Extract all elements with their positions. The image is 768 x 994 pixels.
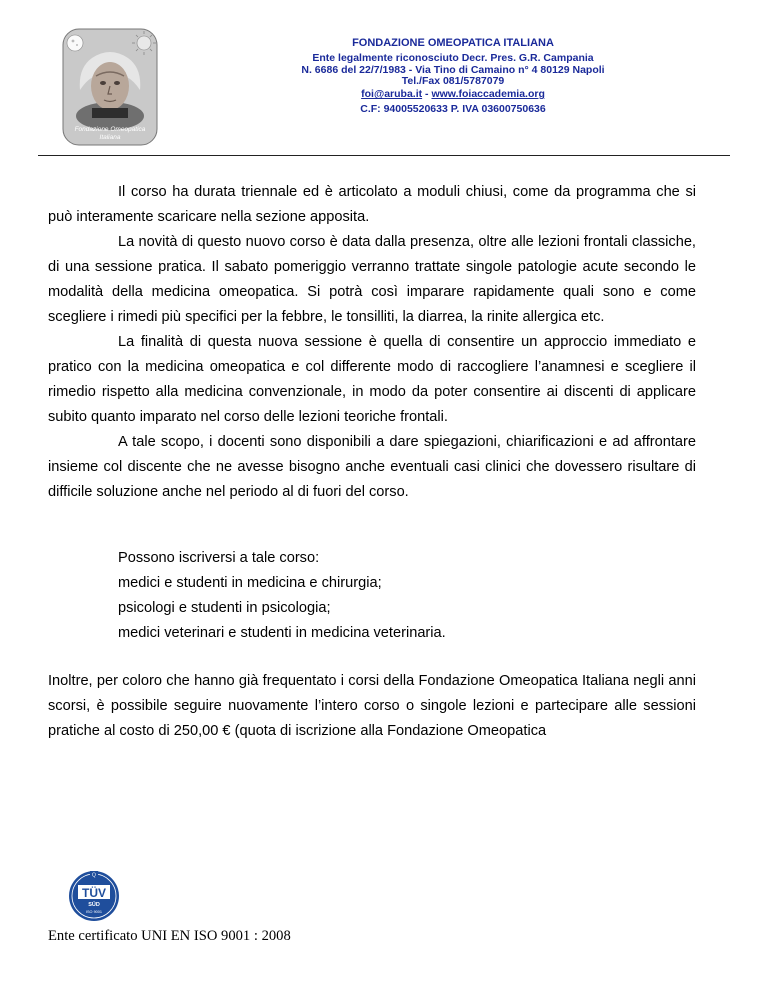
logo-caption-line2: Italiana xyxy=(99,134,121,141)
certification-footer: Ente certificato UNI EN ISO 9001 : 2008 xyxy=(48,928,291,944)
paragraph-previous-students: Inoltre, per coloro che hanno già frequentato i corsi della Fondazione Omeopatica Italiana negli anni scorsi, è possibile seguire nuovamente l’intero corso o singole lezioni e partecipare alle sessioni pratiche al costo di 250,00 € (quota di iscrizione alla Fondazione Omeopatica xyxy=(48,673,696,739)
contact-separator: - xyxy=(422,88,432,101)
list-item: medici e studenti in medicina e chirurgia; xyxy=(118,575,382,591)
org-name: FONDAZIONE OMEOPATICA ITALIANA xyxy=(352,37,554,49)
svg-text:Q: Q xyxy=(92,872,96,879)
closing-section xyxy=(48,669,696,744)
eligibility-intro: Possono iscriversi a tale corso: xyxy=(118,550,320,566)
paragraph-purpose: La finalità di questa nuova sessione è quella di consentire un approccio immediato e pratico con la medicina omeopatica e col differente modo di raccogliere l’anamnesi e scegliere il rimedio rispetto alla medicina convenzionale, in modo da poter consentire ai discenti di applicare subito quanto imparato nel corso delle lezioni teoriche frontali. xyxy=(48,334,696,425)
badge-iso: ISO 9001 xyxy=(85,910,103,914)
badge-subtext: SÜD xyxy=(88,902,100,908)
contact-links xyxy=(268,87,638,102)
phone-fax: Tel./Fax 081/5787079 xyxy=(401,75,505,88)
legal-recognition: Ente legalmente riconosciuto Decr. Pres. G.R. Campania xyxy=(312,51,594,64)
address: N. 6686 del 22/7/1983 - Via Tino di Camaino n° 4 80129 Napoli xyxy=(301,64,605,77)
paragraph-duration: Il corso ha durata triennale ed è articolato a moduli chiusi, come da programma che si può interamente scaricare nella sezione apposita. xyxy=(48,184,696,225)
letterhead xyxy=(268,36,638,116)
badge-text: TÜV xyxy=(82,886,106,900)
list-item: medici veterinari e studenti in medicina veterinaria. xyxy=(118,625,446,641)
header-divider xyxy=(38,155,730,156)
tax-ids: C.F: 94005520633 P. IVA 03600750636 xyxy=(360,102,546,115)
eligibility-list xyxy=(118,546,718,646)
paragraph-novelty: La novità di questo nuovo corso è data dalla presenza, oltre alle lezioni frontali classiche, di una sessione pratica. Il sabato pomeriggio verranno trattate singole patologie acute secondo le modalità della medicina omeopatica. Si potrà così imparare rapidamente quali sono e come scegliere i rimedi più specifici per la febbre, le tonsilliti, la diarrea, la rinite allergica etc. xyxy=(48,234,696,325)
foundation-portrait-logo-icon xyxy=(62,28,158,146)
email-link[interactable]: foi@aruba.it xyxy=(361,88,423,101)
website-link[interactable]: www.foiaccademia.org xyxy=(431,88,545,101)
tuv-sud-certification-icon xyxy=(68,870,120,922)
logo-caption-line1: Fondazione Omeopatica xyxy=(74,126,146,133)
document-body xyxy=(48,180,696,505)
list-item: psicologi e studenti in psicologia; xyxy=(118,600,331,616)
paragraph-teachers: A tale scopo, i docenti sono disponibili a dare spiegazioni, chiarificazioni e ad affrontare insieme col discente che ne avesse bisogno anche eventuali casi clinici che dovessero risultare di difficile soluzione anche nel periodo al di fuori del corso. xyxy=(48,434,696,500)
certification-badge xyxy=(68,870,120,922)
foundation-logo xyxy=(62,28,158,146)
